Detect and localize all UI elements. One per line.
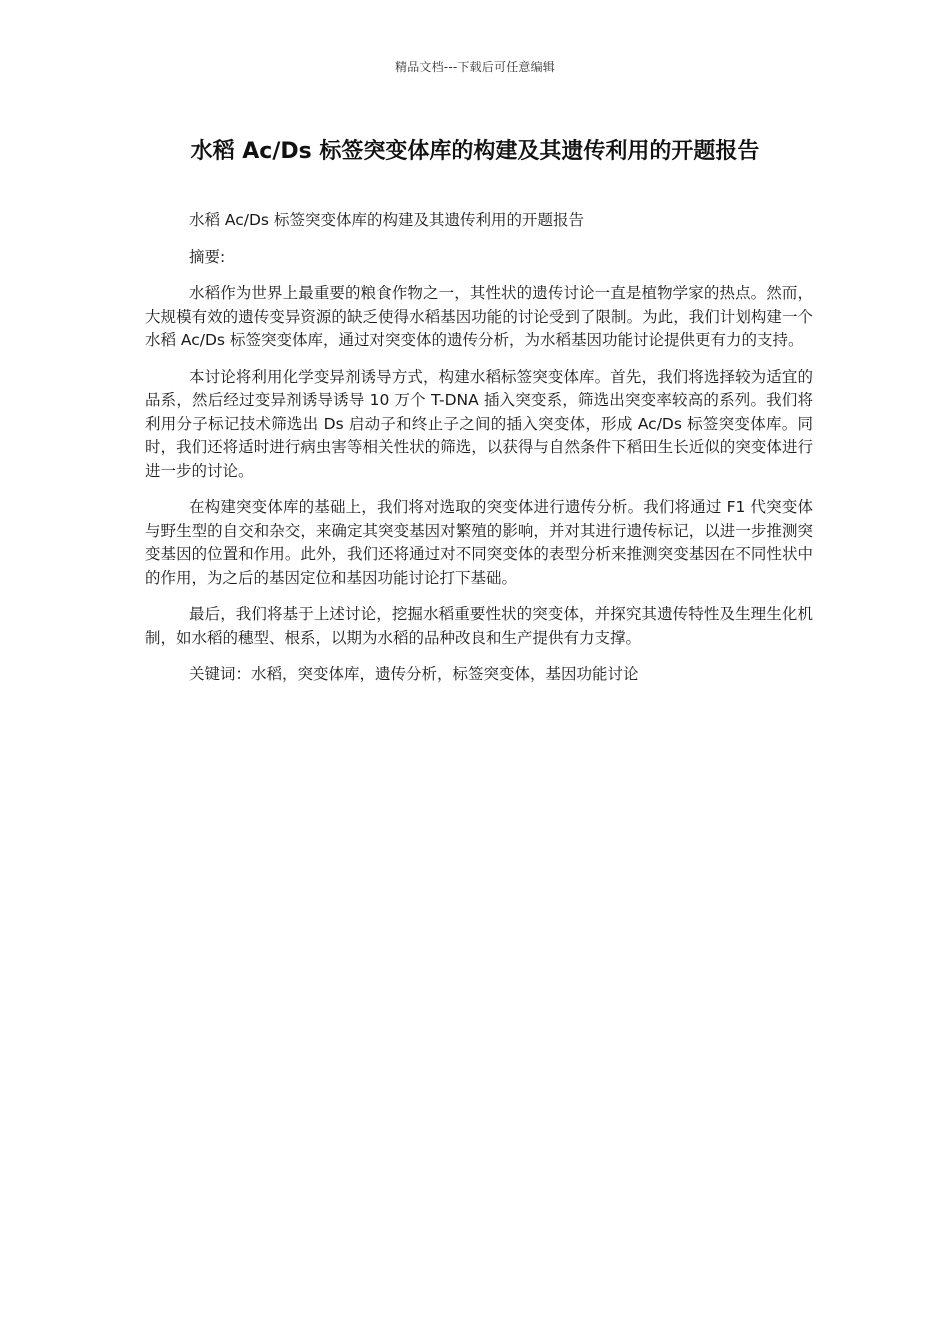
paragraph-2: 本讨论将利用化学变异剂诱导方式，构建水稻标签突变体库。首先，我们将选择较为适宜的品系，然后经过变异剂诱导诱导 10 万个 T-DNA 插入突变系，筛选出突变率较高的系列。我们将利用分子标记技术筛选出 Ds 启动子和终止子之间的插入突变体，形成 Ac/Ds 标签突变体库。同时，我们还将适时进行病虫害等相关性状的筛选，以获得与自然条件下稻田生长近似的突变体进行进一步的讨论。 [145,367,813,480]
document-body [145,209,813,700]
keywords-line: 关键词：水稻，突变体库，遗传分析，标签突变体，基因功能讨论 [189,665,639,683]
abstract-label: 摘要: [189,247,226,266]
document-title: 水稻 Ac/Ds 标签突变体库的构建及其遗传利用的开题报告 [190,139,760,164]
paragraph-3: 在构建突变体库的基础上，我们将对选取的突变体进行遗传分析。我们将通过 F1 代突变体与野生型的自交和杂交，来确定其突变基因对繁殖的影响，并对其进行遗传标记，以进一步推测突变基因的位置和作用。此外，我们还将通过对不同突变体的表型分析来推测突变基因在不同性状中的作用，为之后的基因定位和基因功能讨论打下基础。 [145,498,813,587]
subtitle-line: 水稻 Ac/Ds 标签突变体库的构建及其遗传利用的开题报告 [189,211,584,229]
header-note: 精品文档---下载后可任意编辑 [395,60,555,74]
paragraph-4: 最后，我们将基于上述讨论，挖掘水稻重要性状的突变体，并探究其遗传特性及生理生化机制，如水稻的穗型、根系，以期为水稻的品种改良和生产提供有力支撑。 [145,605,813,647]
paragraph-1: 水稻作为世界上最重要的粮食作物之一，其性状的遗传讨论一直是植物学家的热点。然而，大规模有效的遗传变异资源的缺乏使得水稻基因功能的讨论受到了限制。为此，我们计划构建一个水稻 Ac/Ds 标签突变体库，通过对突变体的遗传分析，为水稻基因功能讨论提供更有力的支持。 [145,284,813,349]
